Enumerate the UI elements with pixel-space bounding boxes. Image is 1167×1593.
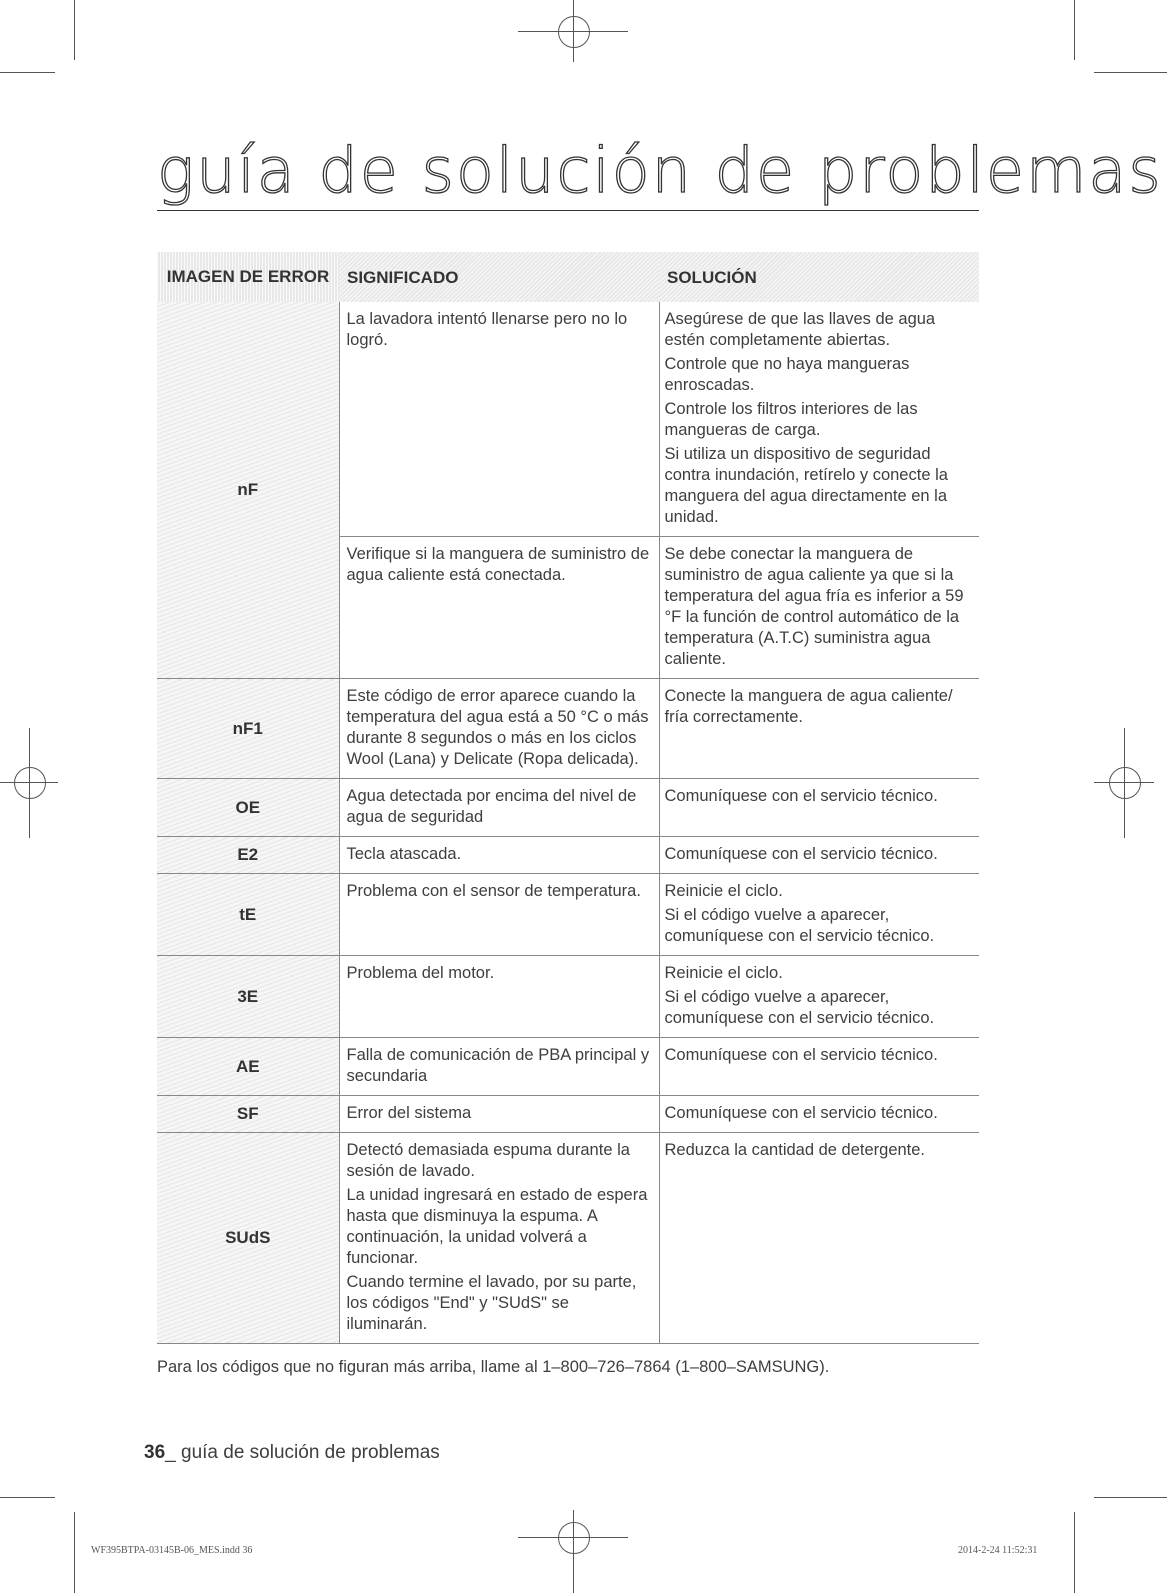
solution-text: Reduzca la cantidad de detergente.: [664, 1141, 926, 1159]
meaning-cell: [339, 302, 659, 537]
solution-text: Si utiliza un dispositivo de seguridad contra inundación, retírelo y conecte la manguera del agua directamente en la unidad.: [664, 445, 948, 526]
meaning-text: Tecla atascada.: [346, 845, 462, 863]
meaning-cell: [339, 537, 659, 679]
table-row: [157, 837, 979, 874]
solution-text: Controle los filtros interiores de las mangueras de carga.: [664, 400, 918, 439]
solution-cell: [659, 537, 979, 679]
meaning-text: Detectó demasiada espuma durante la sesión de lavado.: [346, 1141, 630, 1180]
error-code: nF: [157, 302, 339, 679]
meaning-text: Agua detectada por encima del nivel de agua de seguridad: [346, 787, 637, 826]
meaning-cell: [339, 956, 659, 1038]
meaning-text: Este código de error aparece cuando la temperatura del agua está a 50 °C o más durante 8 segundos o más en los ciclos Wool (Lana) y Delicate (Ropa delicada).: [346, 687, 649, 768]
table-row: [157, 1038, 979, 1096]
table-row: [157, 874, 979, 956]
error-code-table: [157, 252, 979, 1344]
error-code: SUdS: [157, 1133, 339, 1344]
meaning-cell: [339, 1133, 659, 1344]
solution-text: Si el código vuelve a aparecer, comuníquese con el servicio técnico.: [664, 906, 935, 945]
table-row: [157, 779, 979, 837]
table-row: [157, 1096, 979, 1133]
error-code: nF1: [157, 679, 339, 779]
error-code: 3E: [157, 956, 339, 1038]
meaning-cell: [339, 874, 659, 956]
footer-section-title: guía de solución de problemas: [181, 1442, 440, 1463]
table-row: [157, 956, 979, 1038]
meaning-cell: [339, 1096, 659, 1133]
meaning-text: Verifique si la manguera de suministro de agua caliente está conectada.: [346, 545, 650, 584]
solution-text: Conecte la manguera de agua caliente/ fría correctamente.: [664, 687, 953, 726]
meaning-cell: [339, 679, 659, 779]
solution-cell: [659, 956, 979, 1038]
error-code: SF: [157, 1096, 339, 1133]
solution-cell: [659, 302, 979, 537]
print-timestamp: 2014-2-24 11:52:31: [958, 1545, 1038, 1556]
solution-cell: [659, 679, 979, 779]
solution-text: Se debe conectar la manguera de suministro de agua caliente ya que si la temperatura del agua fría es inferior a 59 °F la función de control automático de la temperatura (A.T.C) suministra agua caliente.: [664, 545, 964, 668]
error-code: OE: [157, 779, 339, 837]
print-file-info: WF395BTPA-03145B-06_MES.indd 36: [91, 1545, 253, 1556]
header-error-image: IMAGEN DE ERROR: [157, 252, 339, 302]
table-row: [157, 1133, 979, 1344]
solution-text: Reinicie el ciclo.: [664, 964, 783, 982]
solution-cell: [659, 1038, 979, 1096]
solution-cell: [659, 779, 979, 837]
meaning-text: Problema del motor.: [346, 964, 495, 982]
meaning-text: Cuando termine el lavado, por su parte, los códigos "End" y "SUdS" se iluminarán.: [346, 1273, 637, 1333]
solution-text: Reinicie el ciclo.: [664, 882, 783, 900]
solution-text: Si el código vuelve a aparecer, comuníquese con el servicio técnico.: [664, 988, 935, 1027]
solution-cell: [659, 1096, 979, 1133]
title-underline: [157, 210, 979, 211]
meaning-text: La unidad ingresará en estado de espera hasta que disminuya la espuma. A continuación, la unidad volverá a funcionar.: [346, 1186, 648, 1267]
meaning-cell: [339, 837, 659, 874]
header-solution: SOLUCIÓN: [659, 252, 979, 302]
page-title: guía de solución de problemas: [157, 134, 1163, 207]
meaning-cell: [339, 779, 659, 837]
meaning-cell: [339, 1038, 659, 1096]
table-row: [157, 679, 979, 779]
meaning-text: La lavadora intentó llenarse pero no lo logró.: [346, 310, 628, 349]
page-footer: [144, 1442, 440, 1464]
solution-cell: [659, 837, 979, 874]
table-header-row: [157, 252, 979, 302]
error-code: AE: [157, 1038, 339, 1096]
meaning-text: Falla de comunicación de PBA principal y secundaria: [346, 1046, 650, 1085]
solution-text: Comuníquese con el servicio técnico.: [664, 787, 938, 805]
table-body: [157, 302, 979, 1344]
solution-text: Comuníquese con el servicio técnico.: [664, 845, 938, 863]
solution-text: Controle que no haya mangueras enroscadas.: [664, 355, 910, 394]
solution-text: Comuníquese con el servicio técnico.: [664, 1046, 938, 1064]
table-row: [157, 302, 979, 537]
solution-text: Asegúrese de que las llaves de agua estén completamente abiertas.: [664, 310, 936, 349]
solution-text: Comuníquese con el servicio técnico.: [664, 1104, 938, 1122]
solution-cell: [659, 1133, 979, 1344]
error-code: E2: [157, 837, 339, 874]
header-meaning: SIGNIFICADO: [339, 252, 659, 302]
meaning-text: Problema con el sensor de temperatura.: [346, 882, 641, 900]
footnote: Para los códigos que no figuran más arriba, llame al 1–800–726–7864 (1–800–SAMSUNG).: [157, 1358, 830, 1376]
page-number: 36: [144, 1442, 166, 1463]
meaning-text: Error del sistema: [346, 1104, 472, 1122]
solution-cell: [659, 874, 979, 956]
error-code: tE: [157, 874, 339, 956]
footer-separator: _: [165, 1442, 176, 1463]
